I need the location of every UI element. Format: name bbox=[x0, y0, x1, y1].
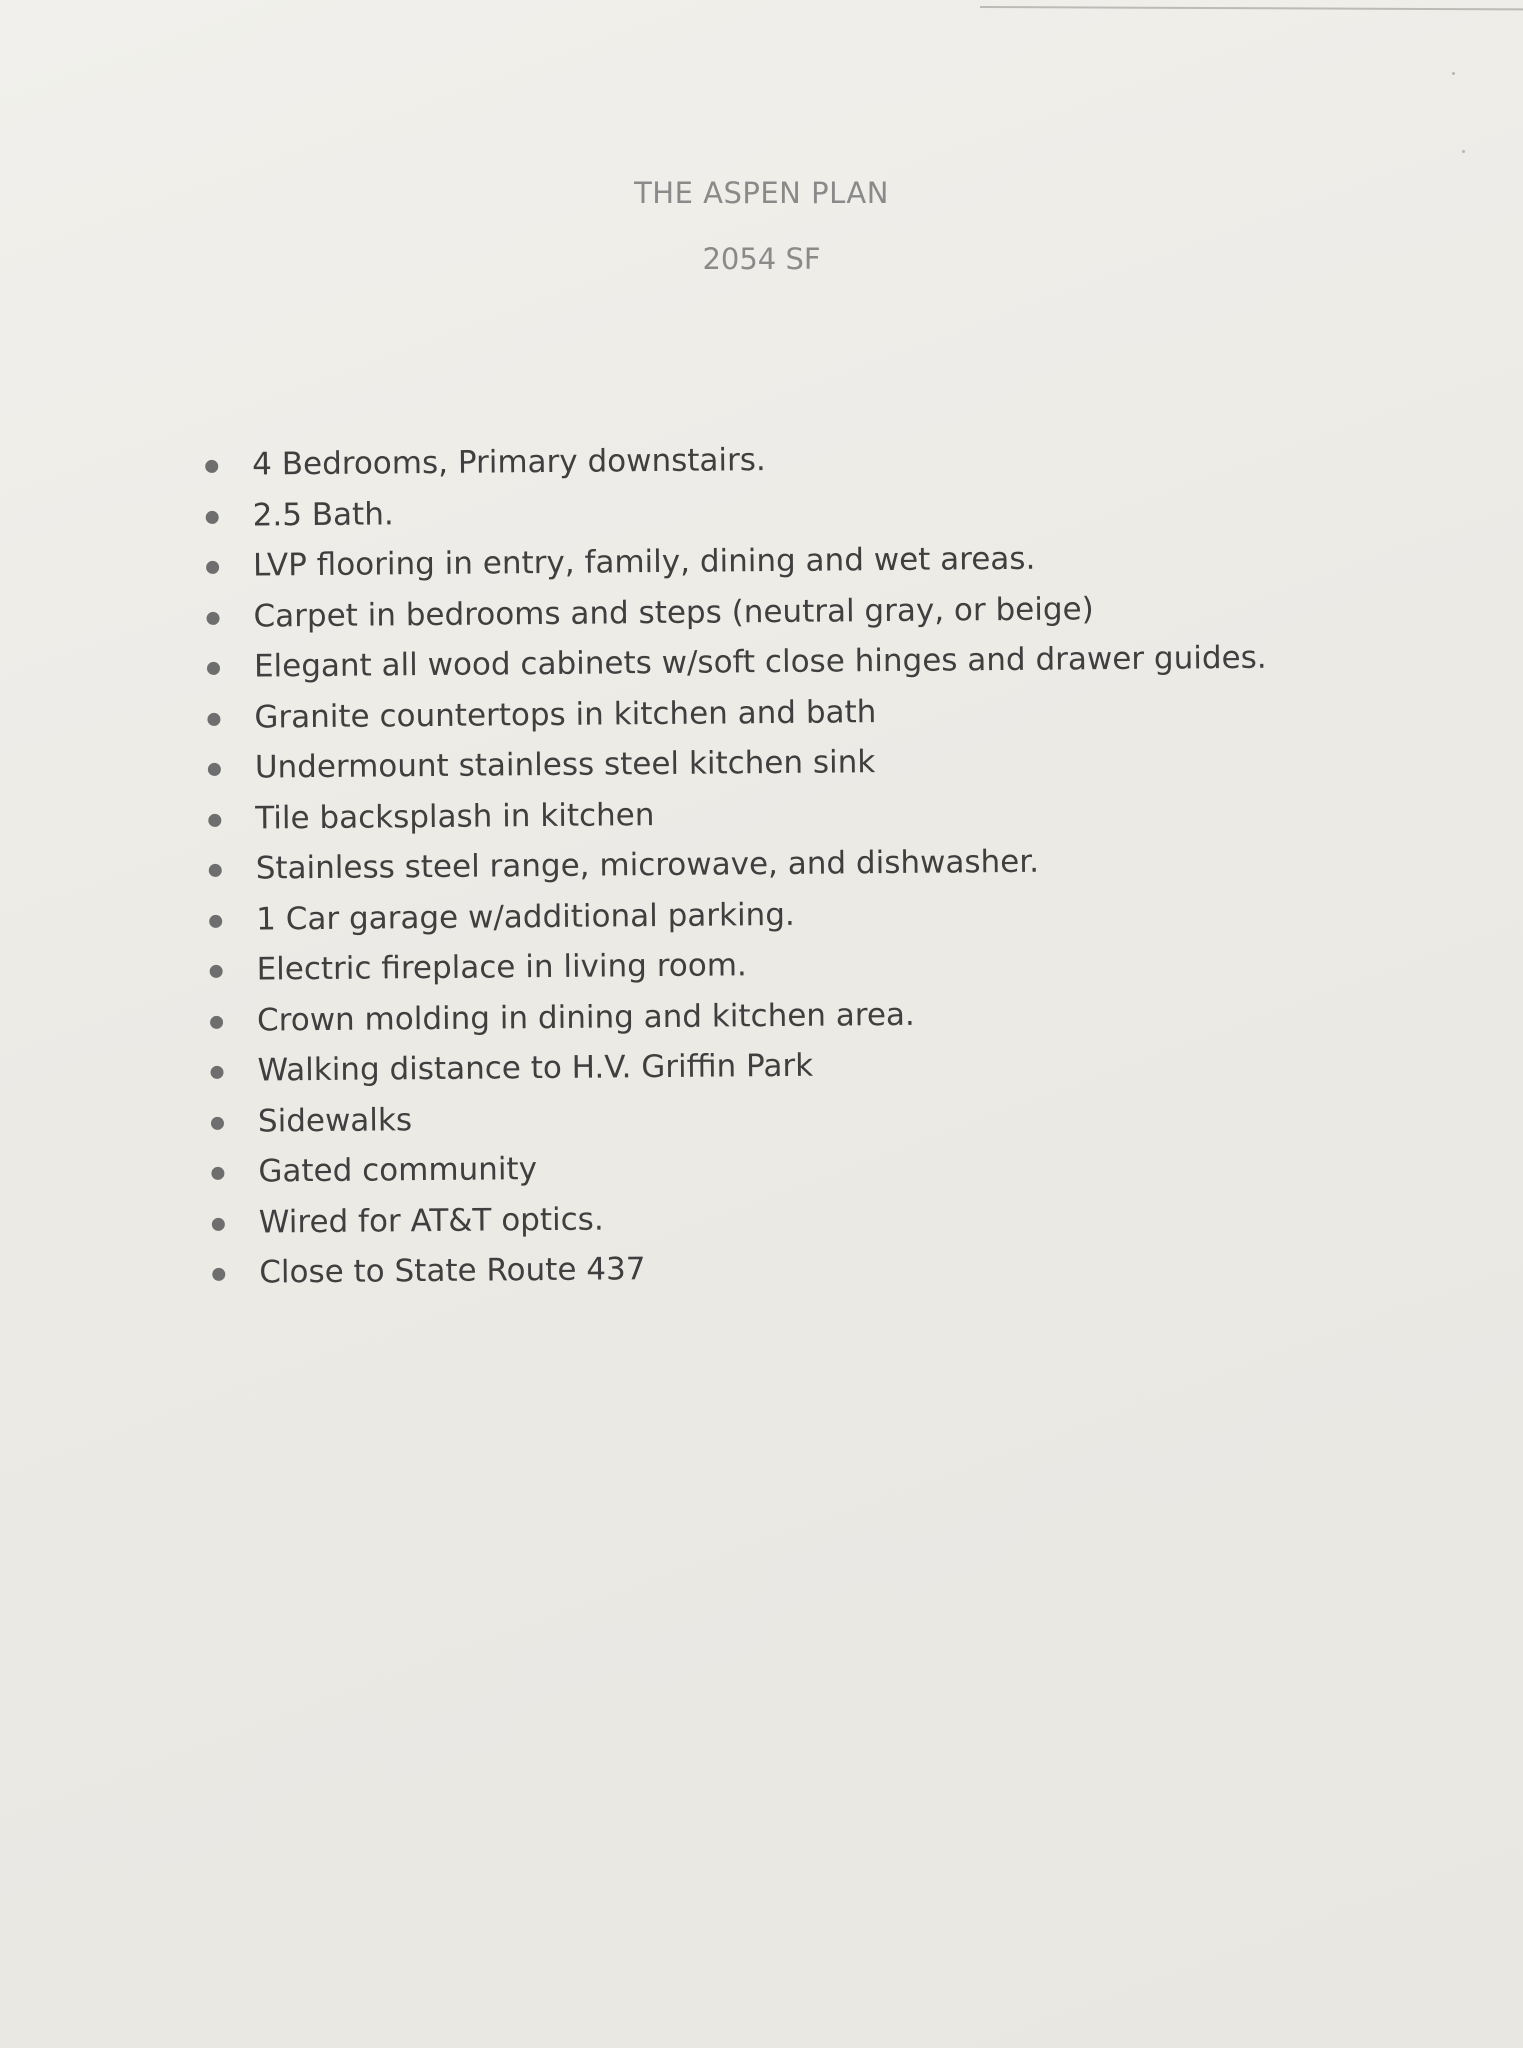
bullet-icon bbox=[205, 460, 218, 473]
feature-text: Walking distance to H.V. Griffin Park bbox=[257, 1047, 814, 1089]
list-item bbox=[205, 986, 1270, 1046]
list-item bbox=[200, 481, 1265, 541]
bullet-icon bbox=[209, 914, 222, 927]
list-item bbox=[206, 1138, 1271, 1198]
bullet-icon bbox=[212, 1268, 225, 1281]
list-item bbox=[206, 1087, 1271, 1147]
paper-speck bbox=[1462, 150, 1465, 153]
bullet-icon bbox=[206, 561, 219, 574]
feature-text: Undermount stainless steel kitchen sink bbox=[254, 744, 876, 786]
bullet-icon bbox=[210, 965, 223, 978]
bullet-icon bbox=[207, 712, 220, 725]
feature-text: Wired for AT&T optics. bbox=[258, 1201, 604, 1241]
plan-title: THE ASPEN PLAN bbox=[634, 176, 889, 210]
feature-text: Crown molding in dining and kitchen area. bbox=[256, 996, 915, 1039]
list-item bbox=[203, 784, 1268, 844]
square-footage: 2054 SF bbox=[702, 242, 821, 276]
feature-text: 4 Bedrooms, Primary downstairs. bbox=[252, 442, 766, 483]
feature-text: Stainless steel range, microwave, and dishwasher. bbox=[255, 843, 1040, 887]
feature-text: 2.5 Bath. bbox=[252, 495, 394, 534]
bullet-icon bbox=[212, 1217, 225, 1230]
list-item bbox=[202, 683, 1267, 743]
list-item bbox=[207, 1188, 1272, 1248]
list-item bbox=[204, 885, 1269, 945]
feature-list bbox=[200, 431, 1272, 1299]
feature-text: Granite countertops in kitchen and bath bbox=[254, 693, 877, 736]
feature-text: Close to State Route 437 bbox=[259, 1251, 646, 1291]
bullet-icon bbox=[206, 510, 219, 523]
bullet-icon bbox=[207, 662, 220, 675]
list-item bbox=[201, 532, 1266, 592]
feature-text: Elegant all wood cabinets w/soft close hinges and drawer guides. bbox=[253, 639, 1267, 685]
paper-speck bbox=[1452, 72, 1455, 75]
feature-text: Carpet in bedrooms and steps (neutral gray, or beige) bbox=[253, 590, 1094, 635]
list-item bbox=[201, 582, 1266, 642]
feature-text: LVP flooring in entry, family, dining and wet areas. bbox=[252, 540, 1036, 584]
bullet-icon bbox=[210, 1066, 223, 1079]
bullet-icon bbox=[208, 813, 221, 826]
feature-text: Tile backsplash in kitchen bbox=[255, 796, 655, 837]
list-item bbox=[205, 1037, 1270, 1097]
bullet-icon bbox=[211, 1116, 224, 1129]
list-item bbox=[203, 734, 1268, 794]
list-item bbox=[202, 633, 1267, 693]
feature-text: Sidewalks bbox=[257, 1101, 413, 1140]
paper-edge-line bbox=[980, 6, 1523, 10]
bullet-icon bbox=[209, 864, 222, 877]
list-item bbox=[207, 1239, 1272, 1299]
bullet-icon bbox=[206, 611, 219, 624]
feature-text: Electric fireplace in living room. bbox=[256, 947, 747, 988]
bullet-icon bbox=[211, 1167, 224, 1180]
feature-text: 1 Car garage w/additional parking. bbox=[256, 896, 795, 938]
list-item bbox=[204, 936, 1269, 996]
list-item bbox=[204, 835, 1269, 895]
bullet-icon bbox=[208, 763, 221, 776]
bullet-icon bbox=[210, 1015, 223, 1028]
list-item bbox=[200, 431, 1265, 491]
feature-text: Gated community bbox=[258, 1151, 538, 1190]
